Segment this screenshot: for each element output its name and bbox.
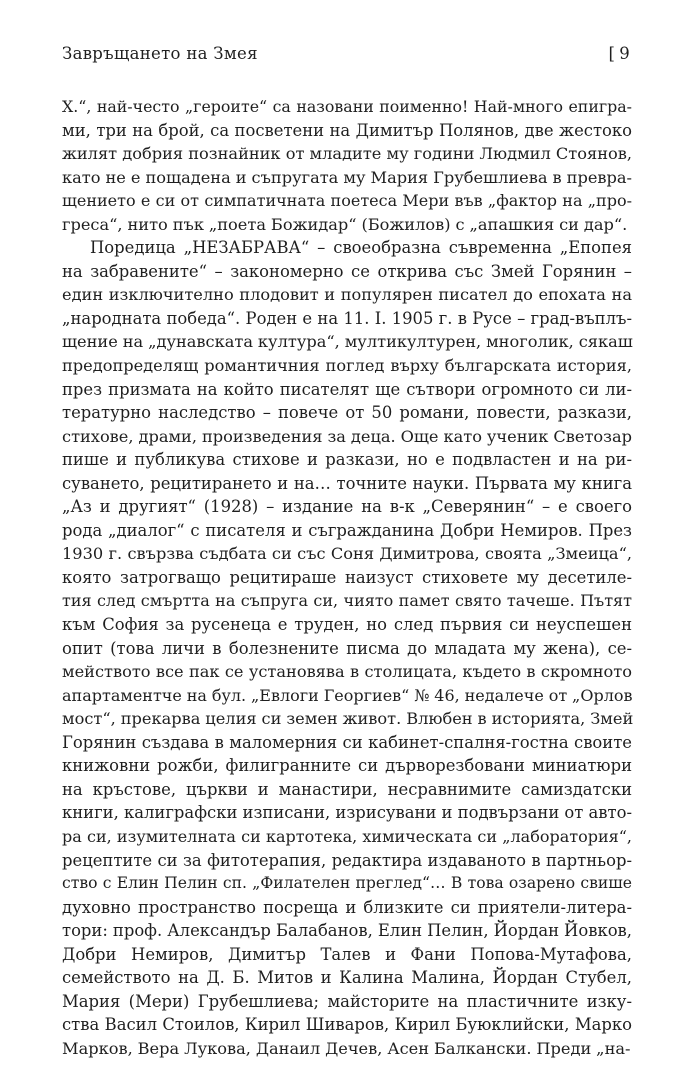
page-number: 9 bbox=[619, 44, 630, 63]
text-line: щение на „дунавската култура“, мултикултурен, многолик, сякаш bbox=[62, 332, 633, 352]
text-line: „Аз и другият“ (1928) – издание на в-к „Северянин“ – е своего bbox=[62, 497, 632, 517]
text-line: суването, рецитирането и на… точните науки. Първата му книга bbox=[62, 473, 632, 493]
text-line: опит (това личи в болезнените писма до младата му жена), се- bbox=[62, 638, 632, 658]
text-line: стихове, драми, произведения за деца. Още като ученик Светозар bbox=[62, 426, 632, 446]
text-line: тори: проф. Александър Балабанов, Елин Пелин, Йордан Йовков, bbox=[62, 921, 632, 941]
text-line: жилят добрия познайник от младите му години Людмил Стоянов, bbox=[62, 144, 632, 164]
text-line: Поредица „НЕЗАБРАВА“ – своеобразна съвременна „Епопея bbox=[90, 238, 632, 258]
text-line: греса“, нито пък „поета Божидар“ (Божилов) с „апашкия си дар“. bbox=[62, 214, 628, 234]
text-line: книги, калиграфски изписани, изрисувани и подвързани от авто- bbox=[62, 803, 632, 823]
text-line: Марков, Вера Лукова, Данаил Дечев, Асен Балкански. Преди „на- bbox=[62, 1038, 631, 1058]
text-line: рецептите си за фитотерапия, редактира издаваното в партньор- bbox=[62, 850, 632, 870]
text-line: Х.“, най-често „героите“ са назовани поименно! Най-много епигра- bbox=[62, 97, 632, 116]
text-line: „народната победа“. Роден е на 11. I. 1905 г. в Русе – град-въплъ- bbox=[62, 308, 632, 328]
text-line: Добри Немиров, Димитър Талев и Фани Попова-Мутафова, bbox=[62, 944, 632, 964]
text-line: апартаментче на бул. „Евлоги Георгиев“ № 46, недалече от „Орлов bbox=[62, 685, 633, 705]
text-line: един изключително плодовит и популярен писател до епохата на bbox=[62, 285, 632, 305]
text-line: ра си, изумителната си картотека, химическата си „лаборатория“, bbox=[62, 826, 632, 846]
text-line: ство с Елин Пелин сп. „Филателен преглед“… В това озарено свише bbox=[62, 874, 632, 893]
text-line: предопределящ романтичния поглед върху българската история, bbox=[62, 356, 632, 376]
text-line: семейството на Д. Б. Митов и Калина Малина, Йордан Стубел, bbox=[62, 968, 632, 988]
running-title: Завръщането на Змея bbox=[62, 44, 258, 63]
text-line: тературно наследство – повече от 50 романи, повести, разкази, bbox=[62, 403, 632, 423]
paragraph bbox=[62, 95, 632, 236]
text-line: книжовни рожби, филигранните си дърворезбовани миниатюри bbox=[62, 756, 632, 776]
body-text bbox=[62, 95, 632, 1060]
page-number-bracket: [ bbox=[608, 44, 616, 63]
text-line: към София за русенеца е труден, но след първия си неуспешен bbox=[62, 615, 632, 635]
text-line: 1930 г. свързва съдбата си със Соня Димитрова, своята „Змеица“, bbox=[62, 544, 632, 564]
running-header bbox=[62, 44, 630, 70]
text-line: ми, три на брой, са посветени на Димитър Полянов, две жестоко bbox=[62, 120, 632, 140]
text-line: тия след смъртта на съпруга си, чиято памет свято тачеше. Пътят bbox=[62, 591, 632, 611]
text-line: на кръстове, църкви и манастири, несравнимите самиздатски bbox=[62, 779, 632, 799]
text-line: през призмата на който писателят ще сътвори огромното си ли- bbox=[62, 379, 632, 399]
text-line: Мария (Мери) Грубешлиева; майсторите на пластичните изку- bbox=[62, 991, 632, 1011]
paragraph bbox=[62, 236, 632, 1060]
text-line: пише и публикува стихове и разкази, но е подвластен и на ри- bbox=[62, 450, 632, 470]
text-line: на забравените“ – закономерно се открива със Змей Горянин – bbox=[62, 261, 632, 281]
text-line: ства Васил Стоилов, Кирил Шиваров, Кирил Буюклийски, Марко bbox=[62, 1015, 632, 1035]
text-line: щението е си от симпатичната поетеса Мери във „фактор на „про- bbox=[62, 191, 632, 211]
text-line: която затрогващо рецитираше наизуст стиховете му десетиле- bbox=[62, 567, 632, 587]
text-line: мост“, прекарва целия си земен живот. Влюбен в историята, Змей bbox=[62, 709, 634, 729]
text-line: рода „диалог“ с писателя и съгражданина Добри Немиров. През bbox=[62, 520, 632, 540]
text-line: като не е пощадена и съпругата му Мария Грубешлиева в превра- bbox=[62, 167, 632, 187]
text-line: духовно пространство посреща и близките си приятели-литера- bbox=[62, 897, 632, 917]
text-line: мейството все пак се установява в столицата, където в скромното bbox=[62, 662, 632, 682]
text-line: Горянин създава в маломерния си кабинет-спалня-гостна своите bbox=[62, 732, 632, 752]
page-number-block bbox=[608, 44, 630, 63]
